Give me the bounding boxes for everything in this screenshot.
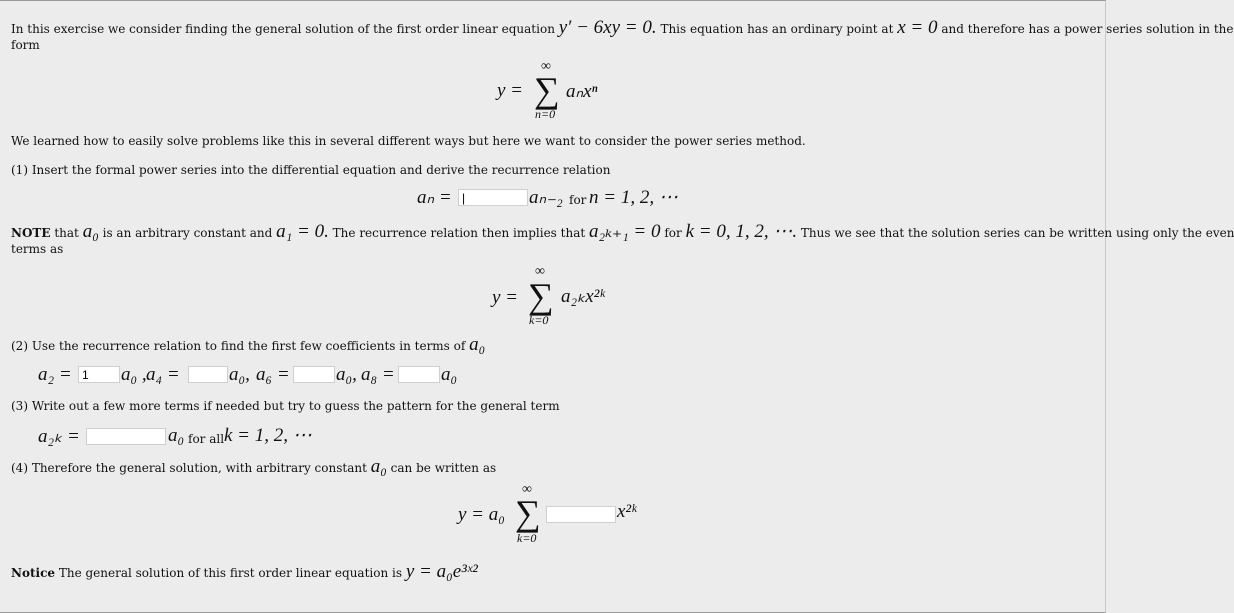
intro-text-3a: and therefore has a power series solution in the	[941, 22, 1234, 36]
a2-label: a₂ =	[38, 364, 72, 385]
note-text-1: that	[54, 226, 79, 240]
ordinary-point: x = 0	[897, 17, 938, 38]
series1-term: aₙxⁿ	[566, 81, 598, 102]
note-a0: a₀	[82, 221, 99, 242]
notice-result: y = a₀e³ˣ²	[405, 561, 478, 582]
step4-text-line	[11, 456, 497, 477]
general-term-input[interactable]	[86, 428, 166, 445]
solution-term: x²ᵏ	[617, 501, 637, 522]
intro-paragraph	[11, 17, 1234, 38]
intro-equation: y′ − 6xy = 0.	[558, 17, 657, 38]
a6-unit: a₀,	[336, 364, 357, 385]
note-label: NOTE	[11, 226, 51, 240]
general-term-range: k = 1, 2, ⋯	[224, 425, 312, 446]
a4-unit: a₀,	[229, 364, 250, 385]
notice-label: Notice	[11, 566, 56, 580]
recurrence-input[interactable]	[458, 189, 528, 206]
step4-a0: a₀	[370, 456, 387, 477]
series1-upper: ∞	[541, 59, 551, 74]
step4-text-end: can be written as	[390, 461, 497, 475]
a4-input[interactable]	[188, 366, 228, 383]
step1-range: n = 1, 2, ⋯	[589, 187, 678, 208]
step2-a0: a₀	[469, 334, 486, 355]
series1-lower: n=0	[535, 107, 556, 121]
step2-text: (2) Use the recurrence relation to find the first few coefficients in terms of	[11, 339, 466, 353]
step3-text: (3) Write out a few more terms if needed but try to guess the pattern for the general term	[11, 399, 560, 413]
series1-sigma: ∑	[534, 70, 560, 110]
notice-text: The general solution of this first order linear equation is	[58, 566, 402, 580]
intro-text-1: In this exercise we consider finding the general solution of the first order linear equation	[11, 22, 555, 36]
general-term-label: a₂ₖ =	[38, 426, 80, 447]
solution-sigma: ∑	[515, 493, 541, 533]
note-a1: a₁ = 0.	[276, 221, 329, 242]
note-for: for	[664, 226, 682, 240]
series2-sigma: ∑	[528, 276, 554, 316]
note-text-4b: terms as	[11, 242, 64, 256]
series2-term: a₂ₖx²ᵏ	[561, 286, 605, 307]
intro-text-3b: form	[11, 38, 40, 52]
solution-lhs: y = a₀	[458, 504, 505, 525]
a8-input[interactable]	[398, 366, 440, 383]
notice-line	[11, 561, 478, 582]
series2-lower: k=0	[529, 313, 549, 327]
solution-lower: k=0	[517, 531, 537, 545]
note-text-4a: Thus we see that the solution series can be written using only the even	[800, 226, 1234, 240]
note-odd-coef: a₂ₖ₊₁ = 0	[589, 221, 661, 242]
step4-text: (4) Therefore the general solution, with arbitrary constant	[11, 461, 367, 475]
a2-input[interactable]	[78, 366, 120, 383]
solution-input[interactable]	[546, 506, 616, 523]
learned-text: We learned how to easily solve problems like this in several different ways but here we want to consider the power series method.	[11, 134, 806, 148]
intro-text-2: This equation has an ordinary point at	[660, 22, 894, 36]
series2-lhs: y =	[492, 287, 519, 308]
for-all-text: for all	[188, 432, 225, 446]
a4-label: a₄ =	[146, 364, 180, 385]
a8-unit: a₀	[441, 364, 458, 385]
series1-lhs: y =	[497, 80, 524, 101]
note-text-3: The recurrence relation then implies that	[332, 226, 586, 240]
recurrence-lhs: aₙ =	[417, 187, 452, 208]
note-krange: k = 0, 1, 2, ⋯.	[685, 221, 798, 242]
a8-label: a₈ =	[361, 364, 395, 385]
note-text-2: is an arbitrary constant and	[102, 226, 273, 240]
step1-for: for	[569, 193, 587, 207]
a6-label: a₆ =	[256, 364, 290, 385]
series2-upper: ∞	[535, 264, 545, 279]
a6-input[interactable]	[293, 366, 335, 383]
solution-upper: ∞	[522, 482, 532, 497]
a2-unit: a₀ ,	[121, 364, 147, 385]
note-paragraph	[11, 221, 1234, 242]
recurrence-rhs: aₙ₋₂	[529, 187, 563, 208]
general-term-unit: a₀	[168, 425, 185, 446]
step2-text-line	[11, 334, 486, 355]
step1-text: (1) Insert the formal power series into the differential equation and derive the recurrence relation	[11, 163, 611, 177]
